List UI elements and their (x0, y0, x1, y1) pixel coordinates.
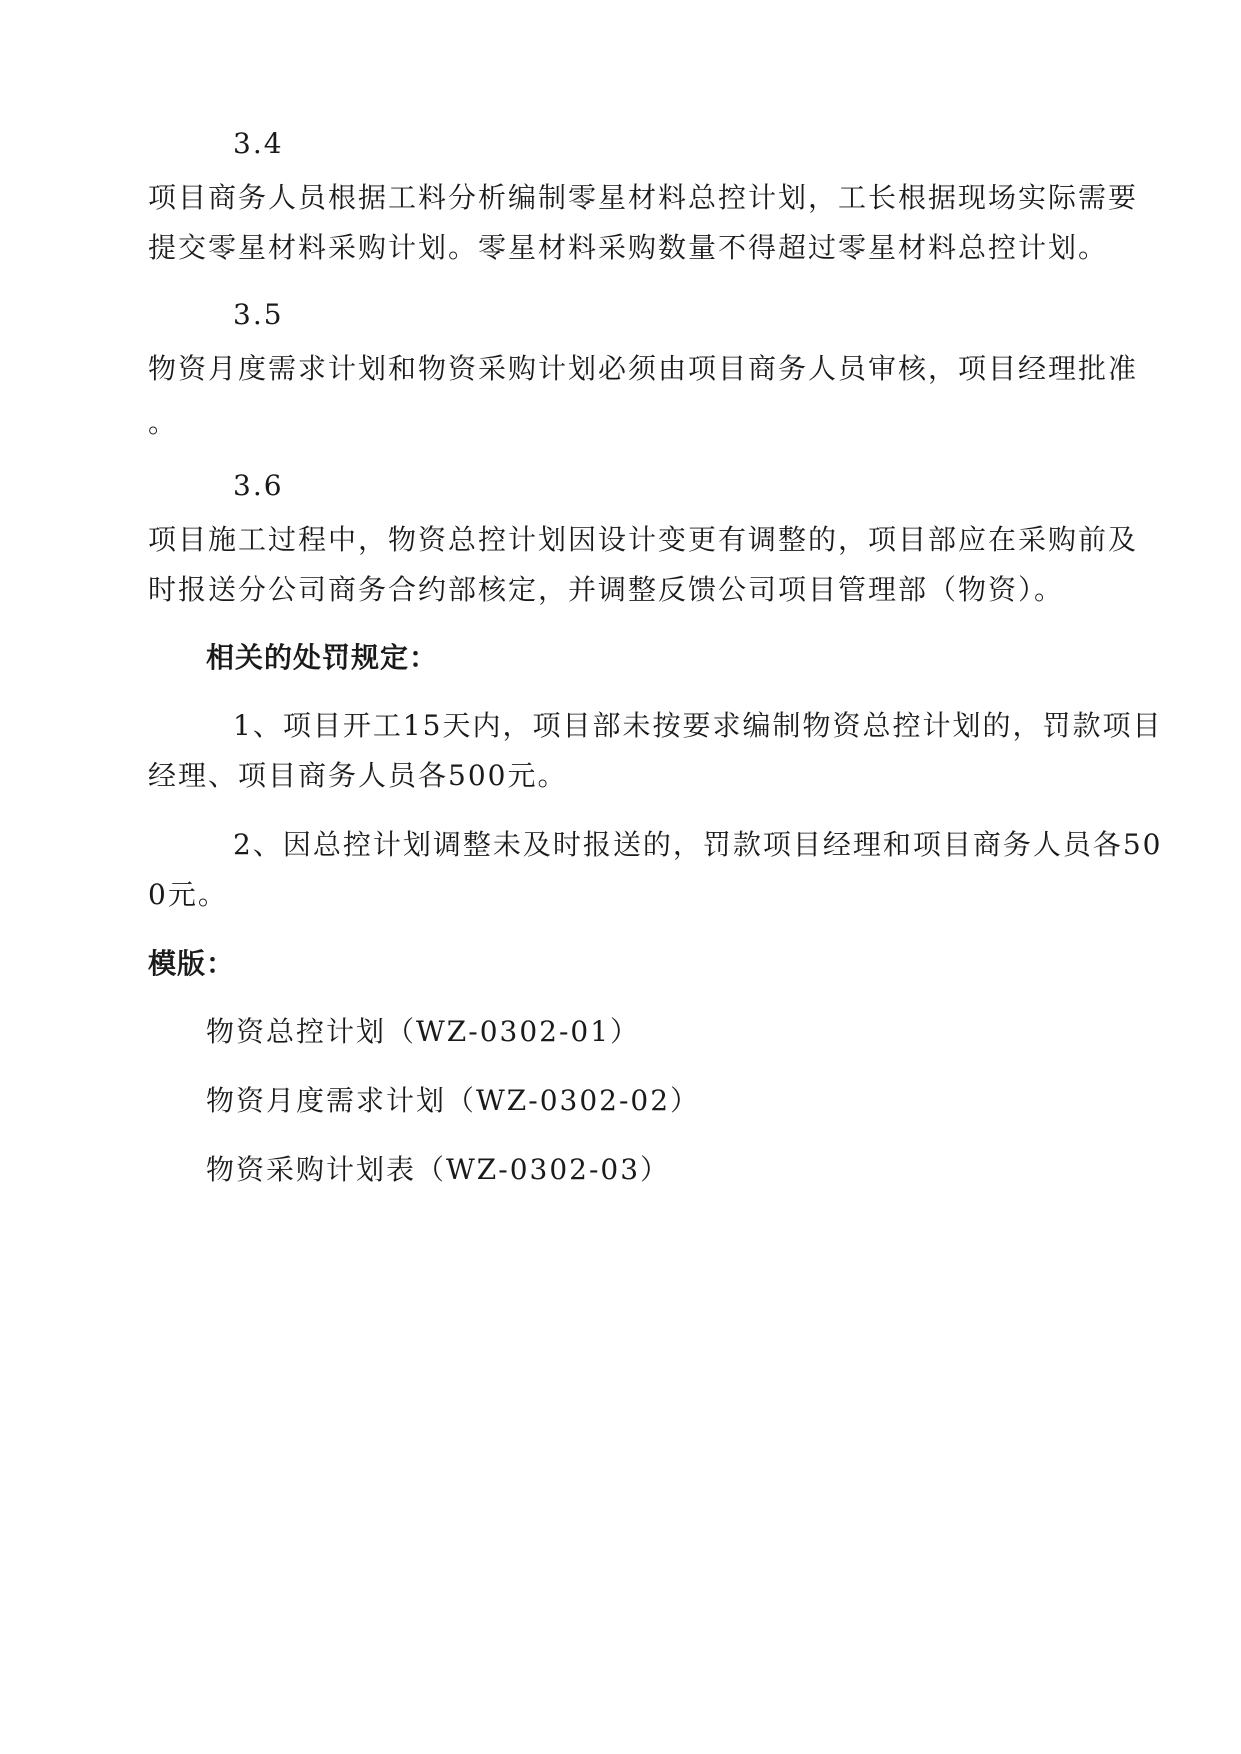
template-item: 物资总控计划（WZ-0302-01） (206, 1015, 641, 1048)
section-text-line: 。 (148, 406, 179, 439)
section-text-line: 项目施工过程中，物资总控计划因设计变更有调整的，项目部应在采购前及 (148, 523, 1139, 556)
penalty-item-line: 2、因总控计划调整未及时报送的，罚款项目经理和项目商务人员各50 (233, 828, 1163, 861)
template-item: 物资采购计划表（WZ-0302-03） (206, 1153, 671, 1186)
section-number: 3.5 (233, 298, 284, 331)
penalty-item-line: 0元。 (148, 878, 228, 911)
section-text-line: 时报送分公司商务合约部核定，并调整反馈公司项目管理部（物资）。 (148, 573, 1065, 606)
penalty-item-line: 经理、项目商务人员各500元。 (148, 759, 568, 792)
penalty-item-line: 1、项目开工15天内，项目部未按要求编制物资总控计划的，罚款项目 (233, 709, 1163, 742)
penalties-heading: 相关的处罚规定： (206, 641, 439, 674)
template-item: 物资月度需求计划（WZ-0302-02） (206, 1084, 701, 1117)
section-text-line: 提交零星材料采购计划。零星材料采购数量不得超过零星材料总控计划。 (148, 231, 1109, 264)
section-text-line: 物资月度需求计划和物资采购计划必须由项目商务人员审核，项目经理批准 (148, 352, 1139, 385)
section-number: 3.6 (233, 469, 284, 502)
section-text-line: 项目商务人员根据工料分析编制零星材料总控计划，工长根据现场实际需要 (148, 181, 1139, 214)
templates-heading: 模版： (148, 947, 236, 980)
section-number: 3.4 (233, 127, 284, 160)
